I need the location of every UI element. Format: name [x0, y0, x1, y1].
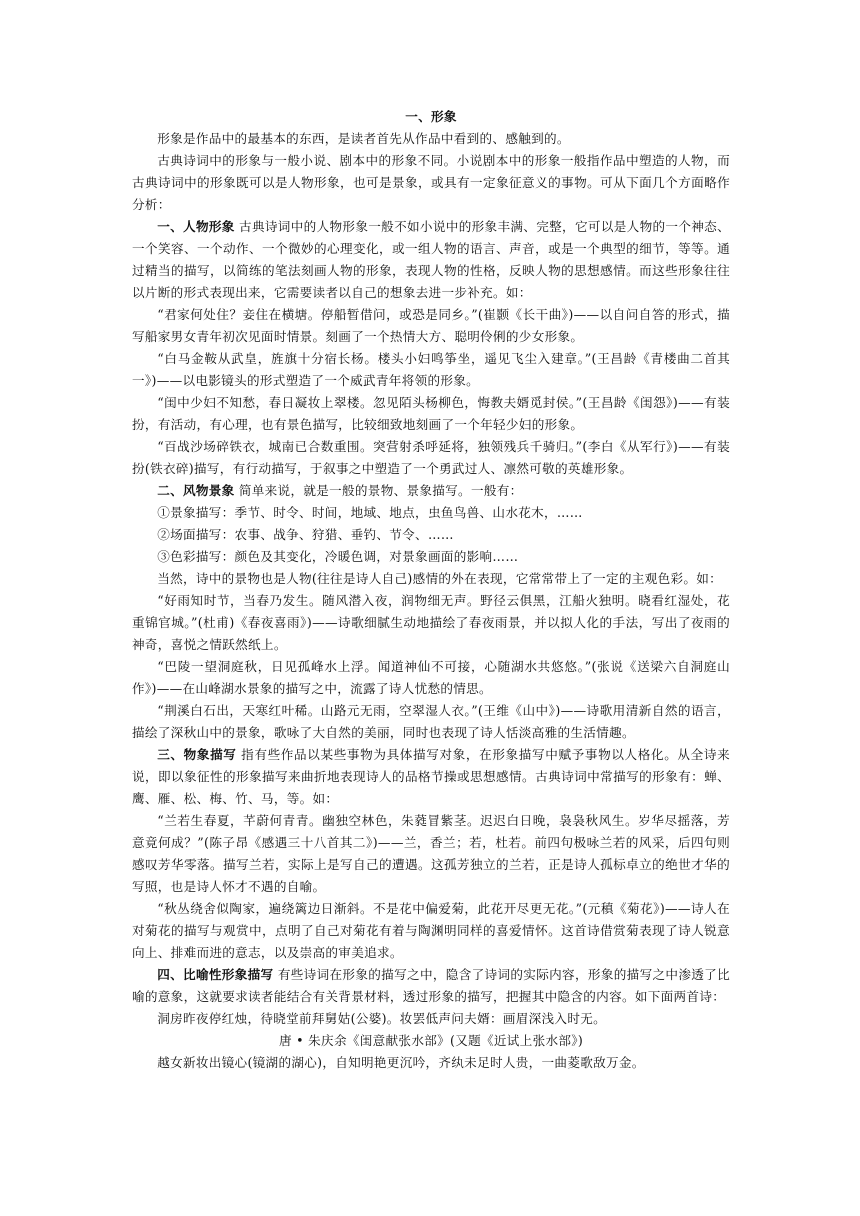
subsection-object	[132, 744, 730, 810]
paragraph: 当然，诗中的景物也是人物(往往是诗人自己)感情的外在表现，它常常带上了一定的主观色彩。如：	[157, 571, 723, 586]
document-body	[132, 106, 730, 1074]
subsection-text: 简单来说，就是一般的景物、景象描写。一般有：	[234, 483, 523, 498]
paragraph: 形象是作品中的最基本的东西，是读者首先从作品中看到的、感触到的。	[157, 131, 570, 146]
subsection-person	[132, 216, 730, 304]
subsection-metaphor	[132, 964, 730, 1008]
subsection-text: 有些诗词在形象的描写之中，隐含了诗词的实际内容，形象的描写之中渗透了比喻的意象，这就要求读者能结合有关背景材料，透过形象的描写，把握其中隐含的内容。如下面两首诗：	[132, 967, 731, 1004]
section-title: 一、形象	[405, 109, 457, 124]
poem-line: 洞房昨夜停红烛，待晓堂前拜舅姑(公婆)。妆罢低声问夫婿：画眉深浅入时无。	[157, 1011, 607, 1026]
poem-line: 越女新妆出镜心(镜湖的湖心)，自知明艳更沉吟，齐纨未足时人贵，一曲菱歌敌万金。	[157, 1055, 645, 1070]
example-paragraph: “巴陵一望洞庭秋，日见孤峰水上浮。闻道神仙不可接，心随湖水共悠悠。”(张说《送梁六自洞庭山作》)——在山峰湖水景象的描写之中，流露了诗人忧愁的情思。	[132, 659, 730, 696]
subsection-heading: 一、人物形象	[157, 219, 235, 234]
example-paragraph: “白马金鞍从武皇，旌旗十分宿长杨。楼头小妇鸣筝坐，遥见飞尘入建章。”(王昌龄《青楼曲二首其一》)——以电影镜头的形式塑造了一个威武青年将领的形象。	[132, 351, 730, 388]
list-item: ②场面描写：农事、战争、狩猎、垂钓、节令、……	[157, 527, 454, 542]
poem-attribution: 唐 • 朱庆余《闺意献张水部》(又题《近试上张水部》)	[278, 1033, 584, 1048]
subsection-heading: 二、风物景象	[157, 483, 235, 498]
list-item: ①景象描写：季节、时令、时间，地域、地点，虫鱼鸟兽、山水花木，……	[157, 505, 583, 520]
example-paragraph: “好雨知时节，当春乃发生。随风潜入夜，润物细无声。野径云俱黑，江船火独明。晓看红湿处，花重锦官城。”(杜甫)《春夜喜雨》)——诗歌细腻生动地描绘了春夜雨景，并以拟人化的手法，写出了夜雨的神奇，喜悦之情跃然纸上。	[132, 593, 730, 652]
example-paragraph: “百战沙场碎铁衣，城南已合数重围。突营射杀呼延将，独领残兵千骑归。”(李白《从军行》)——有装扮(铁衣碎)描写，有行动描写，于叙事之中塑造了一个勇武过人、凛然可敬的英雄形象。	[132, 439, 730, 476]
example-paragraph: “闺中少妇不知愁，春日凝妆上翠楼。忽见陌头杨柳色，悔教夫婿觅封侯。”(王昌龄《闺怨》)——有装扮，有活动，有心理，也有景色描写，比较细致地刻画了一个年轻少妇的形象。	[132, 395, 730, 432]
subsection-text: 指有些作品以某些事物为具体描写对象，在形象描写中赋予事物以人格化。从全诗来说，即以象征性的形象描写来曲折地表现诗人的品格节操或思想感情。古典诗词中常描写的形象有：蝉、鹰、雁、松、梅、竹、马，等。如：	[132, 747, 730, 806]
subsection-scenery	[132, 480, 730, 502]
example-paragraph: “秋丛绕舍似陶家，遍绕篱边日渐斜。不是花中偏爱菊，此花开尽更无花。”(元稹《菊花》)——诗人在对菊花的描写与观赏中，点明了自己对菊花有着与陶渊明同样的喜爱情怀。这首诗借赏菊表现了诗人锐意向上、排难而进的意志，以及崇高的审美追求。	[132, 901, 730, 960]
example-paragraph: “兰若生春夏，芊蔚何青青。幽独空林色，朱蕤冒紫茎。迟迟白日晚，袅袅秋风生。岁华尽摇落，芳意竟何成？”(陈子昂《感遇三十八首其二》)——兰，香兰；若，杜若。前四句极咏兰若的风采，后四句则感叹芳华零落。描写兰若，实际上是写自己的遭遇。这孤芳独立的兰若，正是诗人孤标卓立的绝世才华的写照，也是诗人怀才不遇的自喻。	[132, 813, 730, 894]
subsection-heading: 四、比喻性形象描写	[157, 967, 274, 982]
subsection-text: 古典诗词中的人物形象一般不如小说中的形象丰满、完整，它可以是人物的一个神态、一个笑容、一个动作、一个微妙的心理变化，或一组人物的语言、声音，或是一个典型的细节，等等。通过精当的描写，以简练的笔法刻画人物的形象，表现人物的性格，反映人物的思想感情。而这些形象往往以片断的形式表现出来，它需要读者以自己的想象去进一步补充。如：	[132, 219, 730, 300]
example-paragraph: “君家何处住？妾住在横塘。停船暂借问，或恐是同乡。”(崔颢《长干曲》)——以自问自答的形式，描写船家男女青年初次见面时情景。刻画了一个热情大方、聪明伶俐的少女形象。	[132, 307, 730, 344]
subsection-heading: 三、物象描写	[157, 747, 237, 762]
list-item: ③色彩描写：颜色及其变化，冷暖色调，对景象画面的影响……	[157, 549, 519, 564]
example-paragraph: “荆溪白石出，天寒红叶稀。山路元无雨，空翠湿人衣。”(王维《山中》)——诗歌用清新自然的语言，描绘了深秋山中的景象，歌咏了大自然的美丽，同时也表现了诗人恬淡高雅的生活情趣。	[132, 703, 730, 740]
paragraph: 古典诗词中的形象与一般小说、剧本中的形象不同。小说剧本中的形象一般指作品中塑造的人物，而古典诗词中的形象既可以是人物形象，也可是景象，或具有一定象征意义的事物。可从下面几个方面略作分析：	[132, 153, 730, 212]
